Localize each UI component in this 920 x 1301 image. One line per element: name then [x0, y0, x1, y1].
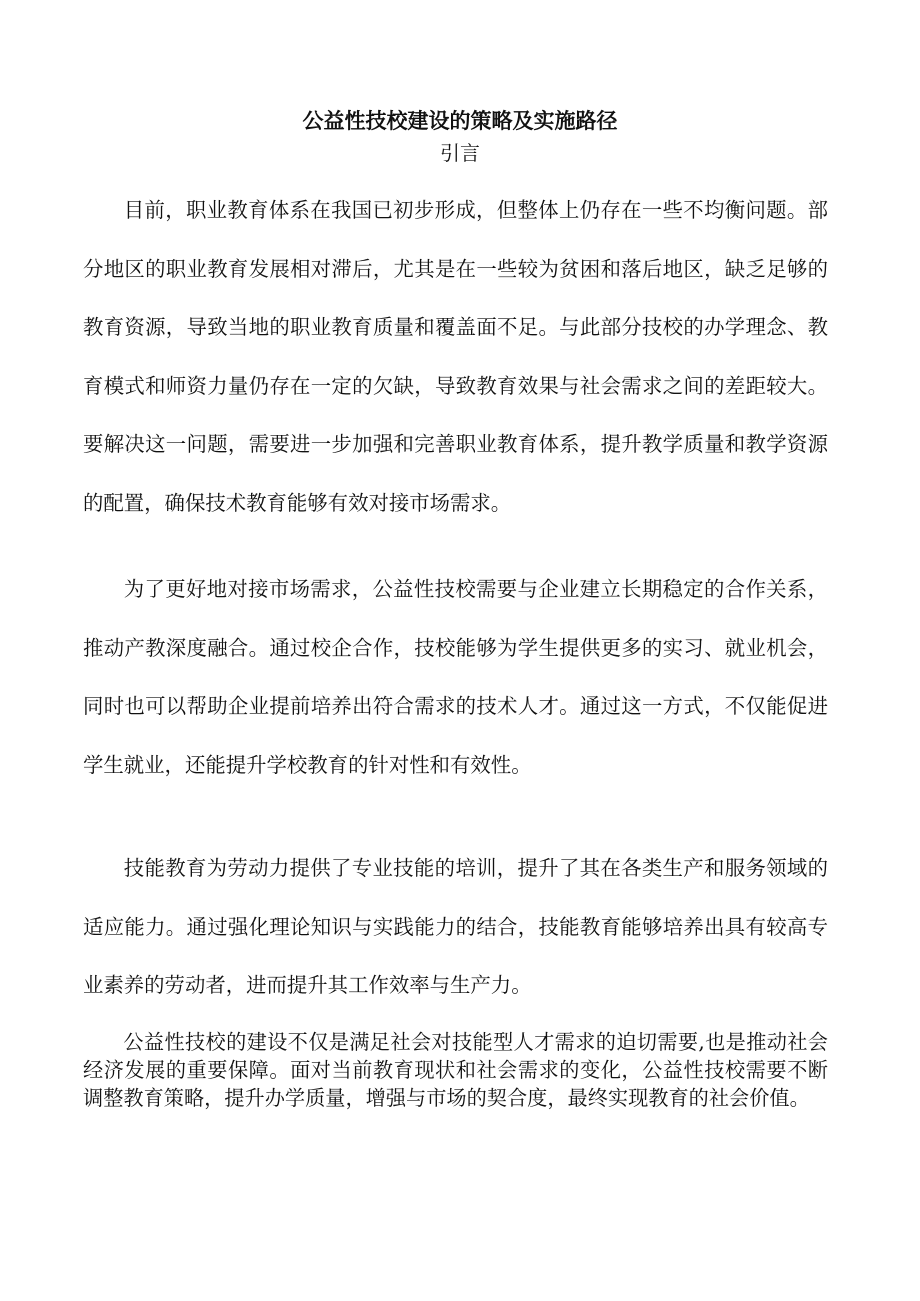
paragraph-1: 目前，职业教育体系在我国已初步形成，但整体上仍存在一些不均衡问题。部分地区的职业教育发展相对滞后，尤其是在一些较为贫困和落后地区，缺乏足够的教育资源，导致当地的职业教育质量和覆盖面不足。与此部分技校的办学理念、教育模式和师资力量仍存在一定的欠缺，导致教育效果与社会需求之间的差距较大。要解决这一问题，需要进一步加强和完善职业教育体系，提升教学质量和教学资源的配置，确保技术教育能够有效对接市场需求。 — [83, 198, 828, 515]
document-title: 公益性技校建设的策略及实施路径 — [302, 108, 618, 133]
section-heading: 引言 — [440, 141, 480, 165]
paragraph-2: 为了更好地对接市场需求，公益性技校需要与企业建立长期稳定的合作关系，推动产教深度融合。通过校企合作，技校能够为学生提供更多的实习、就业机会，同时也可以帮助企业提前培养出符合需求的技术人才。通过这一方式，不仅能促进学生就业，还能提升学校教育的针对性和有效性。 — [83, 577, 828, 777]
paragraph-3: 技能教育为劳动力提供了专业技能的培训，提升了其在各类生产和服务领域的适应能力。通过强化理论知识与实践能力的结合，技能教育能够培养出具有较高专业素养的劳动者，进而提升其工作效率与生产力。 — [83, 856, 828, 997]
paragraph-4: 公益性技校的建设不仅是满足社会对技能型人才需求的迫切需要,也是推动社会经济发展的重要保障。面对当前教育现状和社会需求的变化，公益性技校需要不断调整教育策略，提升办学质量，增强与市场的契合度，最终实现教育的社会价值。 — [83, 1030, 828, 1110]
